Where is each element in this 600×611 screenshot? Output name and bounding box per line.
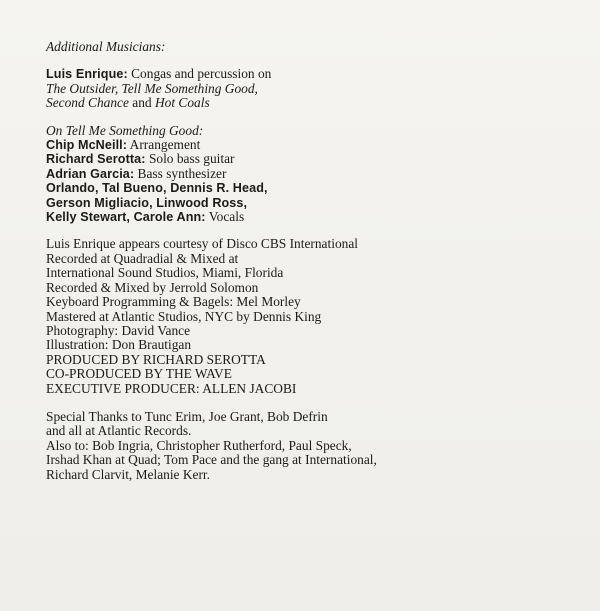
song-credits-heading (46, 124, 570, 138)
song-list-line (46, 96, 570, 110)
credit-line (46, 67, 570, 81)
credit-role: Arrangement (129, 137, 201, 153)
vocalists-line: Orlando, Tal Bueno, Dennis R. Head, (46, 181, 268, 196)
production-line: Recorded & Mixed by Jerrold Solomon (46, 279, 259, 295)
percussion-credit (46, 67, 570, 110)
thanks-line: Richard Clarvit, Melanie Kerr. (46, 466, 210, 482)
additional-musicians-heading: Additional Musicians: (46, 39, 166, 54)
producer-line: PRODUCED BY RICHARD SEROTTA (46, 351, 266, 367)
production-line: International Sound Studios, Miami, Florida (46, 265, 284, 281)
song-title: Second Chance (46, 95, 129, 111)
credit-role: Vocals (208, 209, 245, 225)
song-title: Tell Me Something Good: (65, 122, 204, 138)
production-line: Luis Enrique appears courtesy of Disco CBS International (46, 236, 358, 252)
vocalists-line (46, 210, 570, 224)
song-title: Hot Coals (154, 95, 210, 111)
song-credits-block (46, 124, 570, 225)
credit-name: Richard Serotta: (46, 152, 146, 167)
credit-name: Luis Enrique: (46, 67, 128, 82)
special-thanks (46, 410, 570, 482)
thanks-line: Irshad Khan at Quad; Tom Pace and the gang at International, (46, 452, 377, 468)
credit-name: Chip McNeill: (46, 138, 128, 153)
vocalists-line: Gerson Migliacio, Linwood Ross, (46, 195, 248, 210)
thanks-line: and all at Atlantic Records. (46, 423, 192, 439)
credit-line (46, 167, 570, 181)
thanks-line: Special Thanks to Tunc Erim, Joe Grant, Bob Defrin (46, 408, 328, 424)
song-list-line: The Outsider, Tell Me Something Good, (46, 80, 258, 96)
producer-line: EXECUTIVE PRODUCER: ALLEN JACOBI (46, 380, 297, 396)
credit-role: Solo bass guitar (148, 151, 235, 167)
production-line: Recorded at Quadradial & Mixed at (46, 250, 239, 266)
producer-line: CO-PRODUCED BY THE WAVE (46, 366, 232, 382)
production-line: Mastered at Atlantic Studios, NYC by Dennis King (46, 308, 322, 324)
thanks-line: Also to: Bob Ingria, Christopher Rutherford, Paul Speck, (46, 437, 352, 453)
conjunction: and (132, 95, 152, 111)
credit-line (46, 138, 570, 152)
credit-role: Bass synthesizer (137, 165, 227, 181)
production-credits (46, 237, 570, 395)
credit-role: Congas and percussion on (131, 66, 272, 82)
credit-name: Adrian Garcia: (46, 166, 135, 181)
credit-name: Kelly Stewart, Carole Ann: (46, 210, 206, 225)
credit-line (46, 152, 570, 166)
production-line: Photography: David Vance (46, 322, 191, 338)
production-line: Keyboard Programming & Bagels: Mel Morley (46, 294, 301, 310)
production-line: Illustration: Don Brautigan (46, 337, 192, 353)
on-label: On (46, 122, 63, 138)
